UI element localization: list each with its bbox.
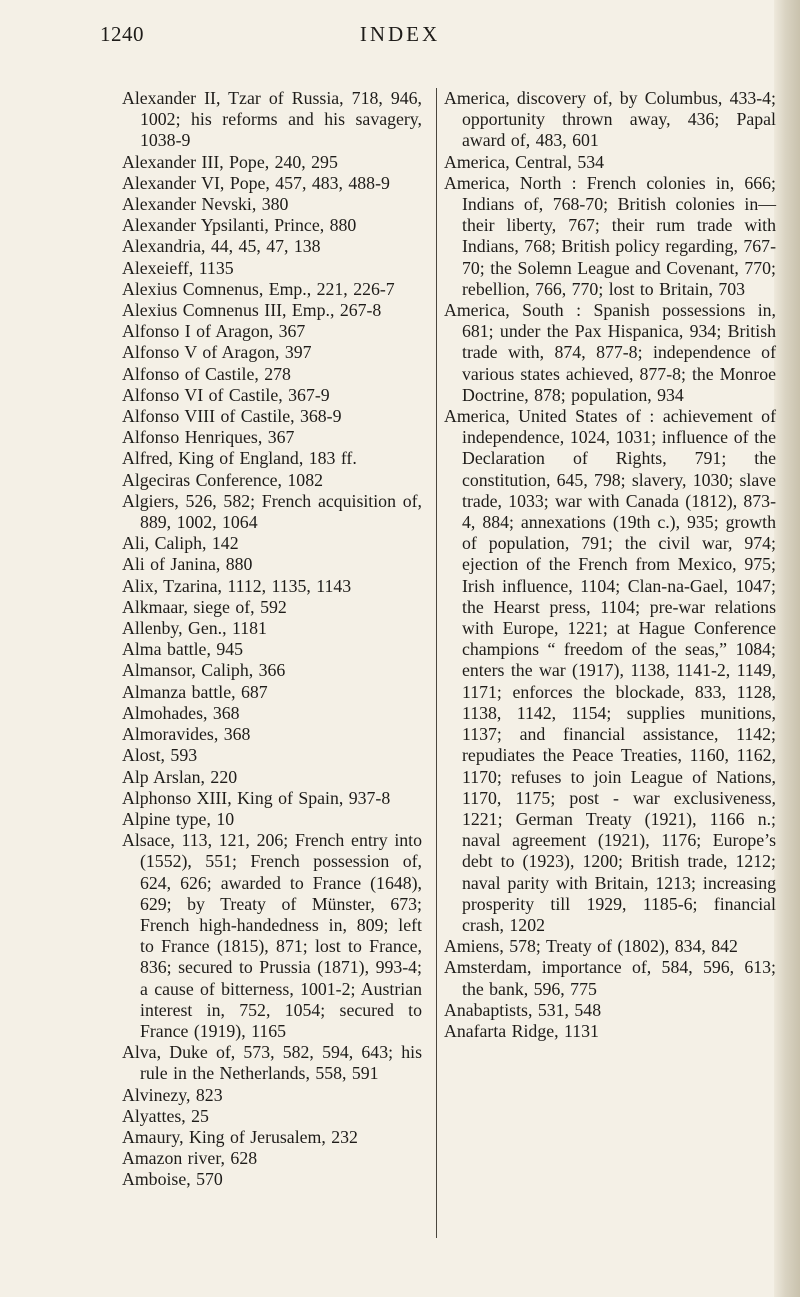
index-entry: Almansor, Caliph, 366	[122, 660, 286, 681]
index-entry: America, Central, 534	[444, 151, 604, 172]
page-edge-shadow	[774, 0, 800, 1297]
index-entry: Alfred, King of England, 183 ff.	[122, 448, 357, 469]
index-column-left	[122, 88, 422, 1191]
index-column-right	[436, 88, 776, 1238]
running-head: INDEX	[359, 22, 441, 46]
index-entry: Alyattes, 25	[122, 1105, 209, 1126]
index-entry: Alfonso I of Aragon, 367	[122, 321, 306, 342]
index-entry: Amiens, 578; Treaty of (1802), 834, 842	[444, 936, 738, 957]
index-entry: Allenby, Gen., 1181	[122, 618, 267, 639]
index-entry: Almohades, 368	[122, 702, 240, 723]
index-entry: Alexander Nevski, 380	[122, 194, 289, 215]
index-entry: Alexandria, 44, 45, 47, 138	[122, 236, 321, 257]
index-entry: Algiers, 526, 582; French acquisition of, 889, 1002, 1064	[122, 490, 422, 533]
index-entry: Alexander Ypsilanti, Prince, 880	[122, 215, 357, 236]
page-number: 1240	[100, 22, 144, 46]
index-entry: Anabaptists, 531, 548	[444, 999, 602, 1020]
index-entry: Almanza battle, 687	[122, 681, 268, 702]
index-entry: Alpine type, 10	[122, 808, 235, 829]
index-entry: Alsace, 113, 121, 206; French entry into (1552), 551; French possession of, 624, 626; awarded to France (1648), 629; by Treaty of Münster, 673; French high-handedness in, 809; left to France (1815), 871; lost to France, 836; secured to Prussia (1871), 993-4; a cause of bitterness, 1001-2; Austrian interest in, 752, 1054; secured to France (1919), 1165	[122, 830, 422, 1041]
index-entry: Alix, Tzarina, 1112, 1135, 1143	[122, 575, 352, 596]
page-header	[100, 22, 700, 62]
index-entry: Ali of Janina, 880	[122, 554, 253, 575]
index-entry: Alfonso of Castile, 278	[122, 363, 291, 384]
index-entry: Alp Arslan, 220	[122, 766, 238, 787]
index-entry: Amsterdam, importance of, 584, 596, 613; the bank, 596, 775	[444, 957, 776, 999]
index-entry: Alexander III, Pope, 240, 295	[122, 151, 338, 172]
index-entry: America, discovery of, by Columbus, 433-4; opportunity thrown away, 436; Papal award of, 483, 601	[444, 88, 776, 151]
index-entry: Alphonso XIII, King of Spain, 937-8	[122, 787, 391, 808]
index-entry: Alfonso VIII of Castile, 368-9	[122, 406, 342, 427]
index-entry: Amaury, King of Jerusalem, 232	[122, 1126, 358, 1147]
index-entry: Alfonso V of Aragon, 397	[122, 342, 312, 363]
index-entry: America, South : Spanish possessions in, 681; under the Pax Hispanica, 934; British trade with, 874, 877-8; independence of various states achieved, 877-8; the Monroe Doctrine, 878; population, 934	[444, 300, 776, 405]
index-entry: Alexeieff, 1135	[122, 257, 234, 278]
index-entry: Alfonso Henriques, 367	[122, 427, 295, 448]
index-entry: Alost, 593	[122, 745, 198, 766]
index-entry: Alexander VI, Pope, 457, 483, 488-9	[122, 172, 390, 193]
index-entry: Alvinezy, 823	[122, 1084, 223, 1105]
index-entry: Anafarta Ridge, 1131	[444, 1020, 599, 1041]
index-entry: America, North : French colonies in, 666; Indians of, 768-70; British colonies in—their liberty, 767; their rum trade with Indians, 768; British policy regarding, 767-70; the Solemn League and Covenant, 770; rebellion, 766, 770; lost to Britain, 703	[444, 172, 776, 299]
index-entry: Amazon river, 628	[122, 1148, 258, 1169]
index-entry: Alexander II, Tzar of Russia, 718, 946, 1002; his reforms and his savagery, 1038-9	[122, 88, 422, 151]
index-entry: Alma battle, 945	[122, 639, 244, 660]
index-entry: Algeciras Conference, 1082	[122, 469, 323, 490]
index-entry: Alkmaar, siege of, 592	[122, 596, 287, 617]
index-entry: Amboise, 570	[122, 1169, 223, 1190]
index-entry: Alva, Duke of, 573, 582, 594, 643; his rule in the Netherlands, 558, 591	[122, 1042, 422, 1084]
index-entry: Ali, Caliph, 142	[122, 533, 239, 554]
index-entry: Alexius Comnenus III, Emp., 267-8	[122, 300, 382, 321]
index-entry: America, United States of : achievement of independence, 1024, 1031; influence of the Declaration of Rights, 791; the constitution, 645, 798; slavery, 1030; slave trade, 1033; war with Canada (1812), 873-4, 884; annexations (19th c.), 935; growth of population, 791; the civil war, 974; ejection of the French from Mexico, 975; Irish influence, 1104; Clan-na-Gael, 1047; the Hearst press, 1104; pre-war relations with Europe, 1221; at Hague Conference champions “ freedom of the seas,” 1084; enters the war (1917), 1138, 1141-2, 1149, 1171; enforces the blockade, 833, 1128, 1138, 1142, 1154; supplies munitions, 1137; and financial assistance, 1142; repudiates the Peace Treaties, 1160, 1162, 1170; refuses to join League of Nations, 1170, 1175; post - war exclusiveness, 1221; German Treaty (1921), 1166 n.; naval agreement (1921), 1176; Europe’s debt to (1923), 1200; British trade, 1212; naval parity with Britain, 1213; increasing prosperity till 1929, 1185-6; financial crash, 1202	[444, 406, 776, 935]
index-entry: Almoravides, 368	[122, 724, 251, 745]
index-entry: Alfonso VI of Castile, 367-9	[122, 384, 330, 405]
index-entry: Alexius Comnenus, Emp., 221, 226-7	[122, 278, 395, 299]
